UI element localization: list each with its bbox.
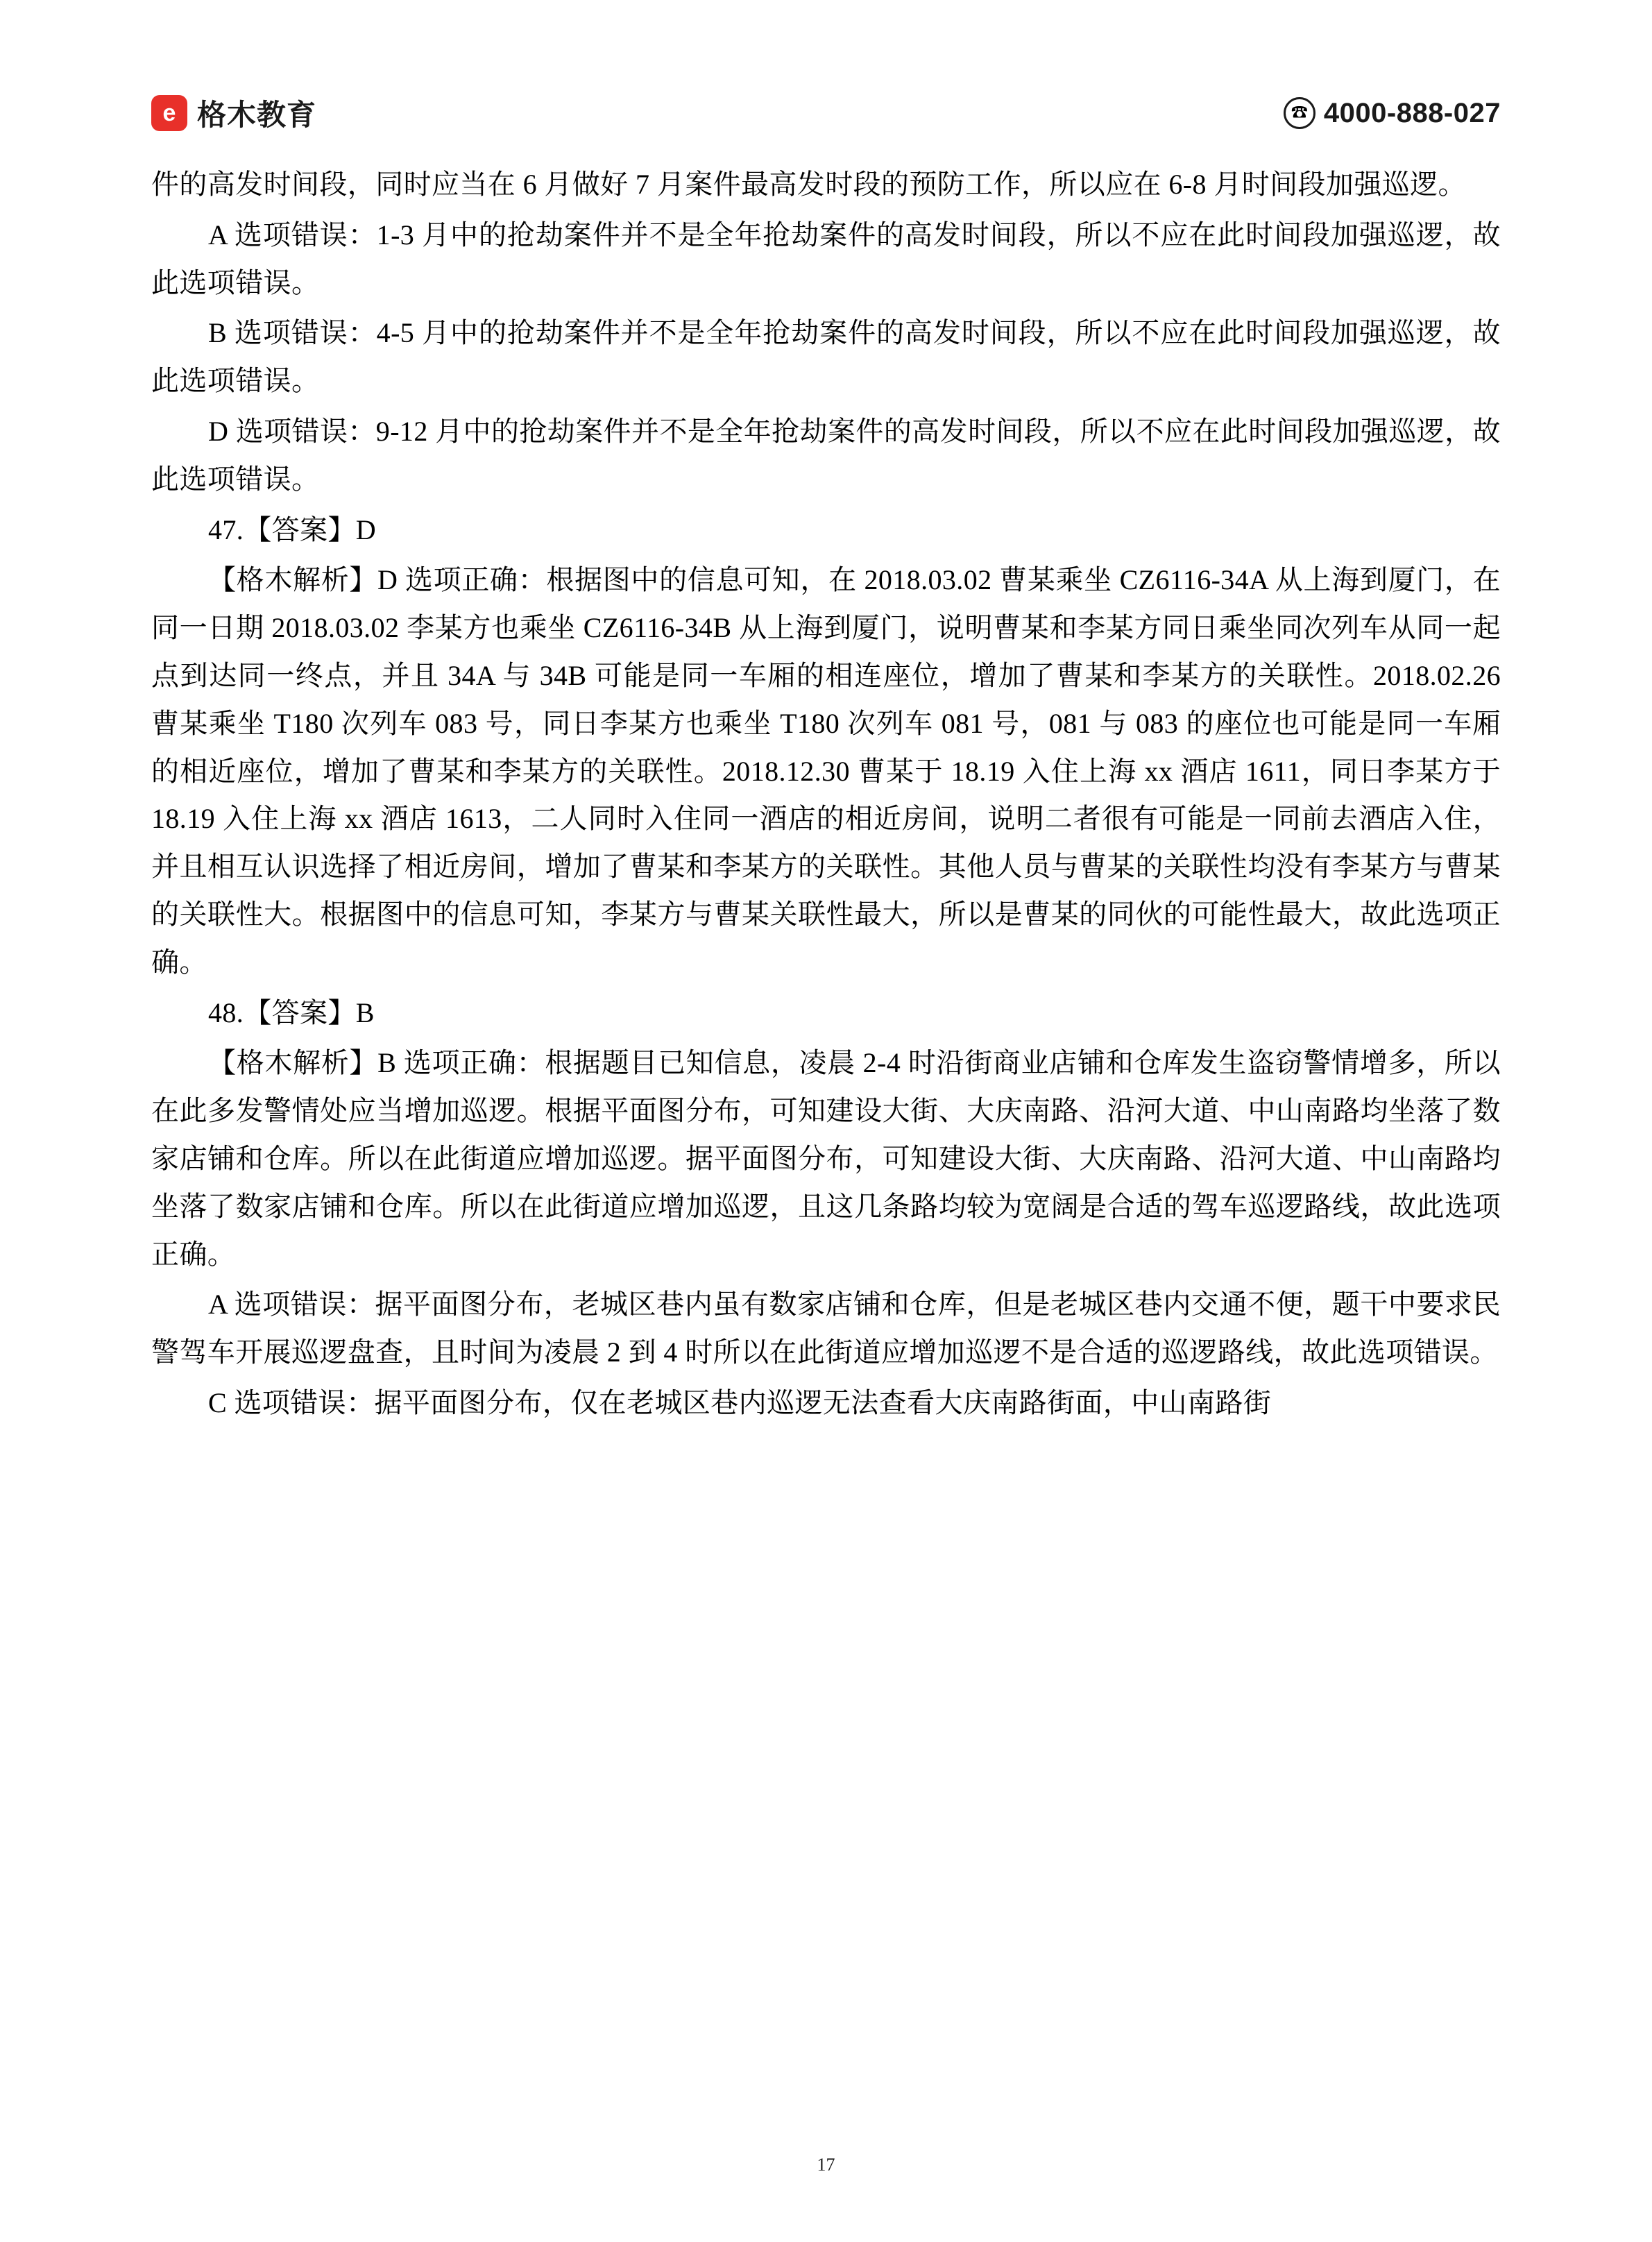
page-header (151, 82, 1501, 144)
page-number: 17 (817, 2155, 835, 2175)
answer-heading-47: 47.【答案】D (208, 513, 377, 545)
paragraph: B 选项错误：4-5 月中的抢劫案件并不是全年抢劫案件的高发时间段，所以不应在此时间段加强巡逻，故此选项错误。 (151, 317, 1501, 397)
paragraph: A 选项错误：1-3 月中的抢劫案件并不是全年抢劫案件的高发时间段，所以不应在此时间段加强巡逻，故此选项错误。 (151, 219, 1501, 298)
paragraph: A 选项错误：据平面图分布，老城区巷内虽有数家店铺和仓库，但是老城区巷内交通不便，题干中要求民警驾车开展巡逻盘查，且时间为凌晨 2 到 4 时所以在此街道应增加巡逻不是合适的巡逻路线，故此选项错误。 (151, 1289, 1501, 1368)
explanation-48: 【格木解析】B 选项正确：根据题目已知信息，凌晨 2-4 时沿街商业店铺和仓库发生盗窃警情增多，所以在此多发警情处应当增加巡逻。根据平面图分布，可知建设大街、大庆南路、沿河大道、中山南路均坐落了数家店铺和仓库。所以在此街道应增加巡逻。据平面图分布，可知建设大街、大庆南路、沿河大道、中山南路均坐落了数家店铺和仓库。所以在此街道应增加巡逻，且这几条路均较为宽阔是合适的驾车巡逻路线，故此选项正确。 (151, 1047, 1501, 1270)
explanation-47: 【格木解析】D 选项正确：根据图中的信息可知，在 2018.03.02 曹某乘坐 CZ6116-34A 从上海到厦门，在同一日期 2018.03.02 李某方也乘坐 CZ6116-34B 从上海到厦门，说明曹某和李某方同日乘坐同次列车从同一起点到达同一终点，并且 34A 与 34B 可能是同一车厢的相连座位，增加了曹某和李某方的关联性。2018.02.26 曹某乘坐 T180 次列车 083 号，同日李某方也乘坐 T180 次列车 081 号，081 与 083 的座位也可能是同一车厢的相近座位，增加了曹某和李某方的关联性。2018.12.30 曹某于 18.19 入住上海 xx 酒店 1611，同日李某方于 18.19 入住上海 xx 酒店 1613，二人同时入住同一酒店的相近房间，说明二者很有可能是一同前去酒店入住，并且相互认识选择了相近房间，增加了曹某和李某方的关联性。其他人员与曹某的关联性均没有李某方与曹某的关联性大。根据图中的信息可知，李某方与曹某关联性最大，所以是曹某的同伙的可能性最大，故此选项正确。 (151, 564, 1501, 978)
contact-info (1284, 97, 1501, 129)
brand-name: 格木教育 (197, 99, 317, 131)
phone-icon: ☎ (1284, 97, 1315, 129)
paragraph: C 选项错误：据平面图分布，仅在老城区巷内巡逻无法查看大庆南路街面，中山南路街 (208, 1386, 1272, 1418)
paragraph: D 选项错误：9-12 月中的抢劫案件并不是全年抢劫案件的高发时间段，所以不应在此时间段加强巡逻，故此选项错误。 (151, 415, 1501, 495)
document-body (151, 161, 1501, 1430)
paragraph: 件的高发时间段，同时应当在 6 月做好 7 月案件最高发时段的预防工作，所以应在 6-8 月时间段加强巡逻。 (151, 169, 1466, 200)
logo-icon: e (151, 95, 187, 131)
answer-heading-48: 48.【答案】B (208, 996, 375, 1028)
brand-logo (151, 92, 316, 134)
contact-phone-number: 4000-888-027 (1323, 97, 1501, 128)
